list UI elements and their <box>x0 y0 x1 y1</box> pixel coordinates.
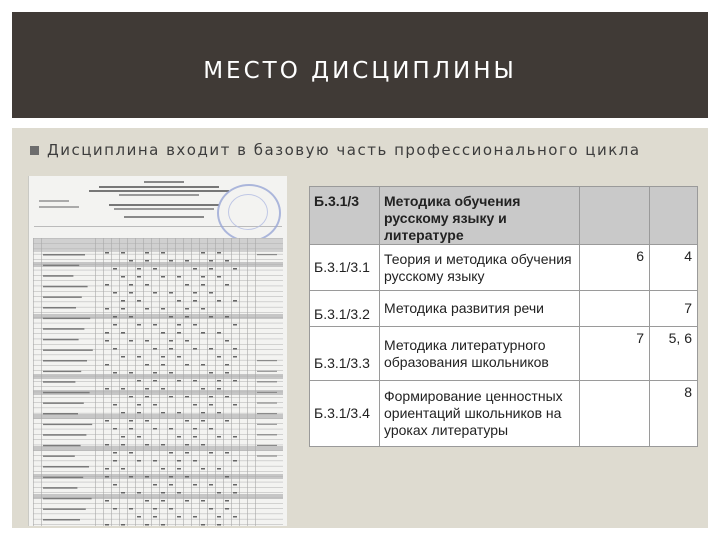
header-code: Б.3.1/3 <box>310 187 380 245</box>
row-col2: 7 <box>650 291 698 327</box>
title-bar <box>12 12 708 118</box>
row-name: Методика литературного образования школьников <box>380 327 580 381</box>
table-row <box>310 291 698 327</box>
row-name: Методика развития речи <box>380 291 580 327</box>
row-col2: 4 <box>650 245 698 291</box>
row-col1 <box>580 381 650 447</box>
header-empty-2 <box>650 187 698 245</box>
row-code: Б.3.1/3.1 <box>310 245 380 291</box>
row-col1: 6 <box>580 245 650 291</box>
row-col2: 8 <box>650 381 698 447</box>
square-bullet-icon <box>30 146 39 155</box>
row-code: Б.3.1/3.2 <box>310 291 380 327</box>
header-empty-1 <box>580 187 650 245</box>
row-code: Б.3.1/3.4 <box>310 381 380 447</box>
table-header-row <box>310 187 698 245</box>
table-row <box>310 381 698 447</box>
document-table-grid <box>33 238 283 526</box>
discipline-table <box>309 186 698 447</box>
row-col1 <box>580 291 650 327</box>
bullet-item <box>30 141 641 159</box>
table-row <box>310 327 698 381</box>
curriculum-scan-image <box>28 176 287 526</box>
header-name: Методика обучения русскому языку и литературе <box>380 187 580 245</box>
table-row <box>310 245 698 291</box>
seal-stamp-icon <box>217 184 281 242</box>
row-code: Б.3.1/3.3 <box>310 327 380 381</box>
row-col2: 5, 6 <box>650 327 698 381</box>
row-col1: 7 <box>580 327 650 381</box>
bullet-text: Дисциплина входит в базовую часть профессионального цикла <box>47 141 641 159</box>
row-name: Теория и методика обучения русскому языку <box>380 245 580 291</box>
row-name: Формирование ценностных ориентаций школьников на уроках литературы <box>380 381 580 447</box>
slide-title: МЕСТО ДИСЦИПЛИНЫ <box>203 58 517 84</box>
